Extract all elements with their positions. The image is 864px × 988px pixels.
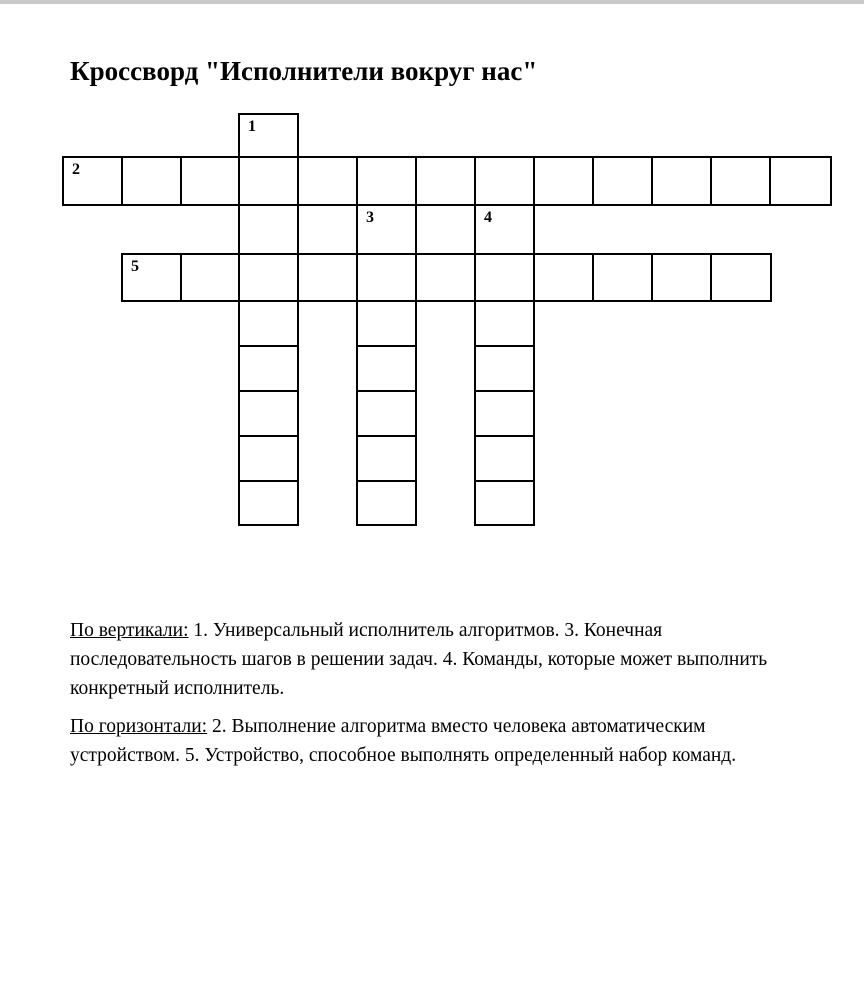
cell-4-1[interactable]: [474, 204, 535, 255]
cell-5-6[interactable]: [415, 253, 476, 302]
vertical-clues-text: 1. Универсальный исполнитель алгоритмов. 3. Конечная последовательность шагов в решении задач. 4. Команды, которые может выполнить конкретный исполнитель.: [70, 620, 768, 699]
cell-2-1[interactable]: [62, 156, 123, 206]
cell-1-3[interactable]: [238, 204, 299, 255]
cell-1-6[interactable]: [238, 345, 299, 392]
clue-number-5: 5: [131, 258, 139, 275]
page-title: Кроссворд "Исполнители вокруг нас": [70, 56, 538, 86]
clue-number-3: 3: [366, 209, 374, 226]
vertical-clues-heading: По вертикали:: [70, 620, 189, 641]
cell-2-12[interactable]: [710, 156, 771, 206]
cell-4-7[interactable]: [474, 480, 535, 526]
cell-2-2[interactable]: [121, 156, 182, 206]
cell-5-10[interactable]: [651, 253, 712, 302]
cell-4-5[interactable]: [474, 390, 535, 437]
cell-2-8[interactable]: [474, 156, 535, 206]
cell-1-5[interactable]: [238, 300, 299, 347]
cell-3-7[interactable]: [356, 480, 417, 526]
cell-3-4[interactable]: [356, 345, 417, 392]
cell-2-13[interactable]: [769, 156, 832, 206]
clue-number-4: 4: [484, 209, 492, 226]
cell-5-11[interactable]: [710, 253, 772, 302]
cell-3-6[interactable]: [356, 435, 417, 482]
cell-5-3[interactable]: [238, 253, 299, 302]
cell-5-5[interactable]: [356, 253, 417, 302]
cell-2-7[interactable]: [415, 156, 476, 206]
cell-1-9[interactable]: [238, 480, 299, 526]
cell-5-9[interactable]: [592, 253, 653, 302]
cell-2-4[interactable]: [238, 156, 299, 206]
cell-4-4[interactable]: [474, 345, 535, 392]
horizontal-clues: [70, 712, 820, 770]
cell-1-1[interactable]: [238, 113, 299, 158]
clue-number-1: 1: [248, 118, 256, 135]
cell-2-10[interactable]: [592, 156, 653, 206]
cell-4-3[interactable]: [474, 300, 535, 347]
cell-3-3[interactable]: [356, 300, 417, 347]
clue-number-2: 2: [72, 161, 80, 178]
cell-4-6[interactable]: [474, 435, 535, 482]
cell-2-6[interactable]: [356, 156, 417, 206]
horizontal-clues-text: 2. Выполнение алгоритма вместо человека автоматическим устройством. 5. Устройство, способное выполнять определенный набор команд.: [70, 716, 737, 766]
cell-1-8[interactable]: [238, 435, 299, 482]
cell-5-7[interactable]: [474, 253, 535, 302]
cell-5-2[interactable]: [180, 253, 241, 302]
cell-3-5[interactable]: [356, 390, 417, 437]
cell-3-1[interactable]: [356, 204, 417, 255]
cell-2-9[interactable]: [533, 156, 594, 206]
vertical-clues: [70, 616, 820, 703]
cell-2-5[interactable]: [297, 156, 358, 206]
cell-2-3[interactable]: [180, 156, 241, 206]
cell-5-4[interactable]: [297, 253, 358, 302]
cell-2-11[interactable]: [651, 156, 712, 206]
cell-5-8[interactable]: [533, 253, 594, 302]
horizontal-clues-heading: По горизонтали:: [70, 716, 208, 737]
clues-section: [70, 616, 820, 779]
cell-5-1[interactable]: [121, 253, 182, 302]
cell-1-7[interactable]: [238, 390, 299, 437]
